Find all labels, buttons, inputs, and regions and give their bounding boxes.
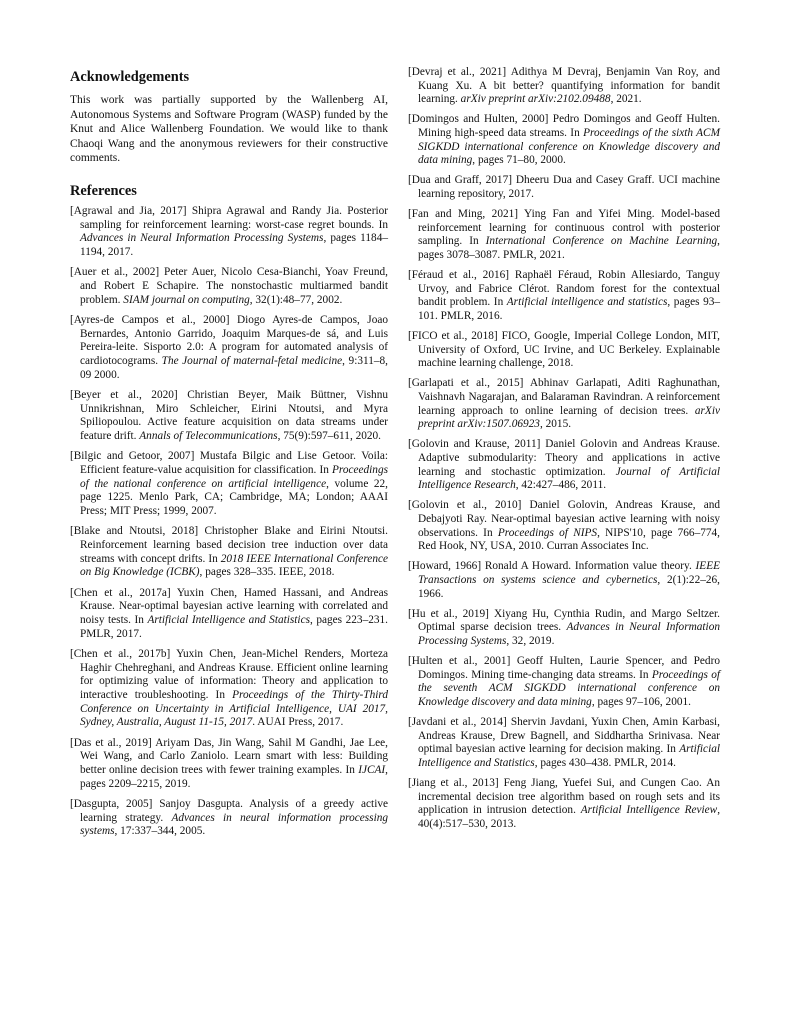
reference-item	[70, 798, 388, 839]
reference-key: [FICO et al., 2018]	[408, 330, 498, 343]
reference-key: [Agrawal and Jia, 2017]	[70, 204, 187, 217]
reference-list-left	[70, 205, 388, 839]
references-heading: References	[70, 182, 137, 199]
reference-item	[408, 716, 720, 770]
reference-venue: Proceedings of NIPS	[497, 526, 598, 539]
reference-key: [Howard, 1966]	[408, 560, 482, 573]
reference-text: Yuxin Chen, Jean-Michel Renders, Morteza Haghir Chehreghani, and Andreas Krause. Efficient online learning for optimizing value of information: Theory and application to interactive troubleshooting. In	[80, 648, 388, 701]
reference-details: , 32, 2019.	[506, 634, 555, 647]
reference-venue: Advances in neural information processing systems	[80, 811, 389, 838]
reference-details: , pages 223–231. PMLR, 2017.	[80, 614, 388, 640]
acknowledgements-heading: Acknowledgements	[70, 69, 190, 85]
reference-key: [Chen et al., 2017b]	[70, 648, 171, 661]
reference-venue: Artificial Intelligence and Statistics	[418, 743, 720, 769]
reference-details: , 2021.	[610, 93, 642, 106]
reference-venue: Artificial Intelligence Review	[580, 804, 718, 817]
reference-text: Raphaël Féraud, Robin Allesiardo, Tanguy Urvoy, and Fabrice Clérot. Random forest for the contextual bandit problem. In	[418, 269, 720, 309]
reference-key: [Hu et al., 2019]	[408, 607, 489, 620]
reference-text: Mustafa Bilgic and Lise Getoor. Voila: Efficient feature-value acquisition for classification. In	[80, 450, 388, 477]
reference-details: , 40(4):517–530, 2013.	[418, 804, 721, 830]
reference-venue: The Journal of maternal-fetal medicine	[161, 354, 343, 367]
reference-venue: IJCAI	[358, 763, 386, 776]
reference-item	[408, 655, 720, 709]
reference-item	[408, 208, 720, 262]
reference-text: Xiyang Hu, Cynthia Rudin, and Margo Seltzer. Optimal sparse decision trees.	[418, 607, 720, 634]
reference-item	[408, 66, 720, 107]
reference-key: [Chen et al., 2017a]	[70, 586, 171, 599]
reference-text: Christopher Blake and Eirini Ntoutsi. Reinforcement learning based decision tree induction over data streams with concept drifts. In	[80, 525, 388, 565]
reference-key: [Ayres-de Campos et al., 2000]	[70, 314, 230, 327]
reference-details: , 32(1):48–77, 2002.	[249, 293, 343, 306]
reference-text: FICO, Google, Imperial College London, MIT, University of Oxford, UC Irvine, and UC Berkeley. Explainable machine learning challenge, 2018.	[418, 330, 720, 370]
reference-details: , NIPS'10, page 766–774, Red Hook, NY, USA, 2010. Curran Associates Inc.	[418, 526, 720, 553]
reference-details: , pages 97–106, 2001.	[591, 695, 691, 708]
reference-text: Daniel Golovin and Andreas Krause. Adaptive submodularity: Theory and applications in active learning and stochastic optimization.	[418, 438, 720, 478]
reference-venue: IEEE Transactions on systems science and cybernetics	[418, 560, 720, 586]
reference-details: , 2015.	[539, 418, 572, 431]
acknowledgements-text: This work was partially supported by the Wallenberg AI, Autonomous Systems and Software Program (WASP) funded by the Knut and Alice Wallenberg Foundation. We would like to thank Chaoqi Wang and the anonymous reviewers for their constructive comments.	[70, 94, 388, 165]
reference-key: [Bilgic and Getoor, 2007]	[70, 450, 195, 463]
reference-item	[408, 777, 720, 831]
reference-venue: Advances in Neural Information Processing Systems	[418, 621, 720, 647]
reference-text: Ying Fan and Yifei Ming. Model-based reinforcement learning for continuous control with posterior sampling. In	[418, 208, 720, 248]
reference-text: Geoff Hulten, Laurie Spencer, and Pedro Domingos. Mining time-changing data streams. In	[418, 655, 720, 681]
reference-details: , pages 93–101. PMLR, 2016.	[418, 296, 721, 322]
reference-key: [Golovin et al., 2010]	[408, 499, 522, 512]
reference-details: , pages 1184–1194, 2017.	[80, 232, 388, 258]
reference-item	[70, 314, 388, 382]
reference-item	[408, 608, 720, 649]
reference-text: Christian Beyer, Maik Büttner, Vishnu Unnikrishnan, Miro Schleicher, Eirini Ntoutsi, and Myra Spiliopoulou. Active feature acquisition on data streams under feature drift.	[80, 389, 388, 442]
reference-venue: SIAM journal on computing	[123, 293, 250, 306]
reference-venue: arXiv preprint arXiv:2102.09488	[460, 93, 611, 106]
reference-item	[408, 113, 720, 167]
reference-text: Pedro Domingos and Geoff Hulten. Mining high-speed data streams. In	[418, 113, 720, 139]
reference-details: , pages 328–335. IEEE, 2018.	[199, 566, 335, 579]
reference-venue: Advances in Neural Information Processing Systems	[80, 232, 324, 245]
reference-venue: Artificial Intelligence and Statistics	[147, 614, 310, 626]
reference-details: , pages 430–438. PMLR, 2014.	[534, 756, 676, 769]
reference-venue: Proceedings of the seventh ACM SIGKDD international conference on Knowledge discovery and data mining	[418, 668, 720, 708]
reference-venue: Proceedings of the sixth ACM SIGKDD international conference on Knowledge discovery and data mining	[418, 126, 721, 167]
reference-details: , 42:427–486, 2011.	[515, 479, 607, 492]
reference-item	[408, 269, 720, 323]
reference-item	[408, 330, 720, 371]
reference-item	[408, 560, 720, 601]
reference-text: Yuxin Chen, Hamed Hassani, and Andreas Krause. Near-optimal bayesian active learning with correlated and noisy tests. In	[80, 586, 389, 626]
right-column	[408, 66, 720, 838]
reference-key: [Das et al., 2019]	[70, 736, 152, 749]
reference-item	[408, 438, 720, 492]
reference-text: Ronald A Howard. Information value theory.	[481, 560, 696, 573]
reference-text: Adithya M Devraj, Benjamin Van Roy, and Kuang Xu. A bit better? quantifying information for bandit learning.	[418, 66, 721, 106]
reference-key: [Blake and Ntoutsi, 2018]	[70, 525, 199, 538]
reference-text: Feng Jiang, Yuefei Sui, and Cungen Cao. An incremental decision tree algorithm based on rough sets and its application in intrusion detection.	[418, 777, 720, 817]
reference-key: [Domingos and Hulten, 2000]	[408, 113, 549, 126]
reference-details: , volume 22, page 1225. Menlo Park, CA; Cambridge, MA; London; AAAI Press; MIT Press; 1999, 2007.	[80, 477, 389, 517]
reference-venue: International Conference on Machine Learning	[485, 235, 718, 248]
reference-key: [Dasgupta, 2005]	[70, 798, 153, 811]
reference-key: [Golovin and Krause, 2011]	[408, 438, 541, 451]
reference-list-right	[408, 66, 720, 831]
reference-text: Dheeru Dua and Casey Graff. UCI machine learning repository, 2017.	[418, 174, 720, 200]
reference-item	[408, 499, 720, 553]
reference-key: [Fan and Ming, 2021]	[408, 208, 519, 221]
reference-venue: Proceedings of the Thirty-Third Conference on Uncertainty in Artificial Intelligence, UAI 2017, Sydney, Australia, August 11-15, 2017	[80, 688, 389, 729]
reference-venue: Annals of Telecommunications	[139, 429, 278, 442]
reference-details: , pages 2209–2215, 2019.	[80, 763, 388, 790]
reference-text: Diogo Ayres-de Campos, Joao Bernardes, Antonio Garrido, Joaquim Marques-de sá, and Luis Pereira-leite. Sisporto 2.0: A program for automated analysis of cardiotocograms.	[80, 314, 389, 367]
reference-venue: Artificial intelligence and statistics	[506, 296, 668, 309]
reference-item	[70, 266, 388, 307]
reference-item	[70, 587, 388, 641]
reference-text: Sanjoy Dasgupta. Analysis of a greedy active learning strategy.	[80, 798, 388, 824]
reference-item	[70, 648, 388, 730]
reference-text: Daniel Golovin, Andreas Krause, and Debajyoti Ray. Near-optimal bayesian active learning with noisy observations. In	[418, 499, 721, 539]
reference-venue: Journal of Artificial Intelligence Research	[418, 465, 720, 492]
reference-details: , pages 3078–3087. PMLR, 2021.	[418, 235, 720, 261]
reference-text: Shipra Agrawal and Randy Jia. Posterior sampling for reinforcement learning: worst-case regret bounds. In	[80, 204, 389, 231]
reference-item	[70, 389, 388, 443]
reference-key: [Féraud et al., 2016]	[408, 269, 510, 282]
reference-details: , 9:311–8, 09 2000.	[80, 354, 388, 381]
reference-item	[70, 450, 388, 518]
reference-text: Shervin Javdani, Yuxin Chen, Amin Karbasi, Andreas Krause, Drew Bagnell, and Siddhartha Srinivasa. Near optimal bayesian active learning for decision making. In	[418, 716, 720, 756]
reference-key: [Devraj et al., 2021]	[408, 66, 507, 78]
reference-item	[408, 174, 720, 201]
reference-details: , 2(1):22–26, 1966.	[418, 573, 720, 600]
reference-details: , 17:337–344, 2005.	[114, 825, 206, 838]
reference-venue: arXiv preprint arXiv:1507.06923	[418, 404, 720, 431]
reference-item	[408, 377, 720, 431]
reference-key: [Jiang et al., 2013]	[408, 777, 499, 790]
reference-item	[70, 525, 388, 579]
reference-text: Abhinav Garlapati, Aditi Raghunathan, Vaishnavh Nagarajan, and Balaraman Ravindran. A reinforcement learning approach to online learning of decision trees.	[418, 377, 720, 417]
reference-key: [Hulten et al., 2001]	[408, 655, 511, 668]
reference-key: [Garlapati et al., 2015]	[408, 377, 524, 390]
reference-key: [Dua and Graff, 2017]	[408, 174, 512, 187]
reference-key: [Javdani et al., 2014]	[408, 716, 507, 729]
reference-key: [Beyer et al., 2020]	[70, 389, 178, 402]
reference-item	[70, 737, 388, 791]
reference-details: , pages 71–80, 2000.	[472, 154, 566, 167]
reference-details: , 75(9):597–611, 2020.	[277, 429, 382, 442]
reference-key: [Auer et al., 2002]	[70, 266, 160, 279]
reference-venue: Proceedings of the national conference on artificial intelligence	[80, 464, 388, 490]
reference-text: Ariyam Das, Jin Wang, Sahil M Gandhi, Jae Lee, Wei Wang, and Carlo Zaniolo. Learn smart with less: Building better online decision trees with fewer training examples. In	[80, 736, 388, 776]
reference-venue: 2018 IEEE International Conference on Big Knowledge (ICBK)	[80, 552, 388, 579]
reference-item	[70, 205, 388, 259]
left-column	[70, 66, 388, 846]
reference-text: Peter Auer, Nicolo Cesa-Bianchi, Yoav Freund, and Robert E Schapire. The nonstochastic multiarmed bandit problem.	[80, 266, 388, 306]
reference-details: . AUAI Press, 2017.	[252, 716, 344, 729]
